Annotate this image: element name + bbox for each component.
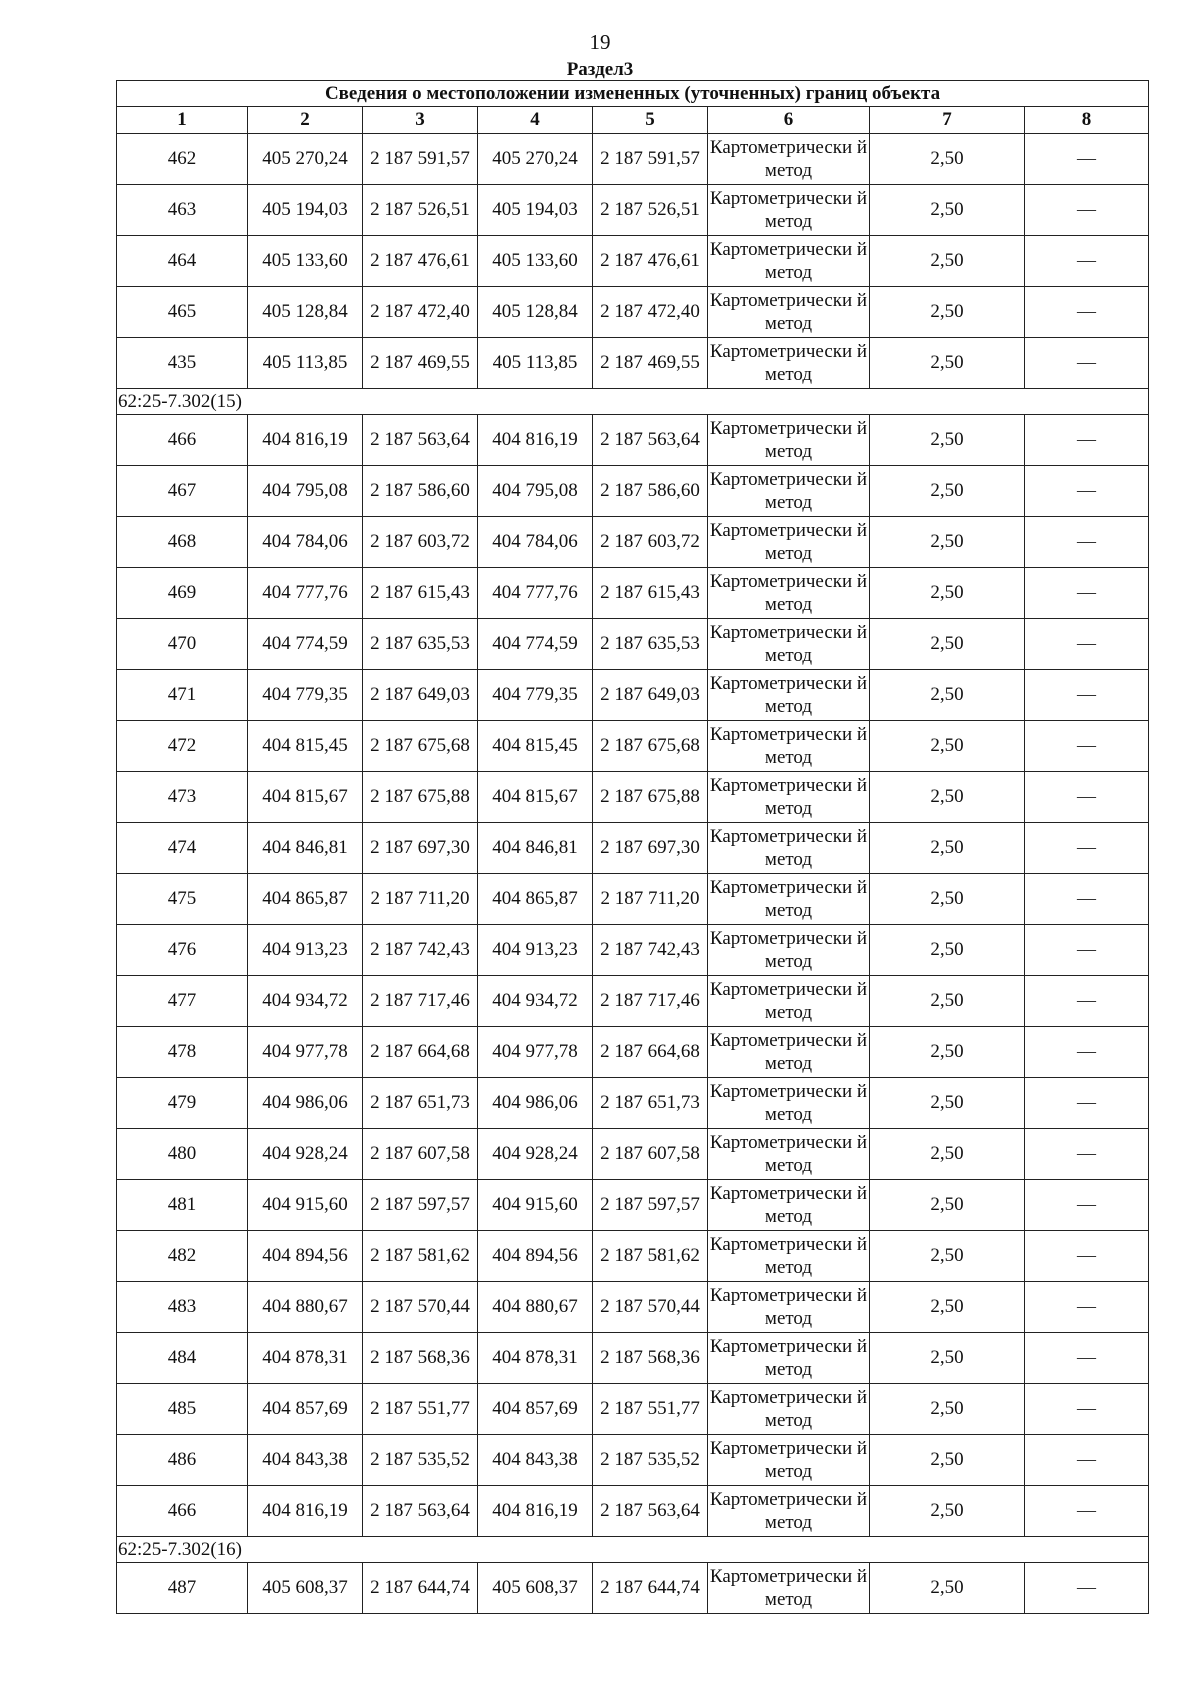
point-number-cell: 471 — [117, 670, 248, 721]
point-number-cell: 476 — [117, 925, 248, 976]
table-row — [117, 517, 1149, 568]
x-existing-cell: 405 608,37 — [248, 1563, 363, 1614]
x-existing-cell: 404 986,06 — [248, 1078, 363, 1129]
method-cell: Картометрически й метод — [708, 1129, 870, 1180]
accuracy-cell: 2,50 — [870, 1180, 1025, 1231]
y-existing-cell: 2 187 591,57 — [363, 134, 478, 185]
y-new-cell: 2 187 664,68 — [593, 1027, 708, 1078]
point-number-cell: 467 — [117, 466, 248, 517]
x-existing-cell: 404 816,19 — [248, 415, 363, 466]
accuracy-cell: 2,50 — [870, 1486, 1025, 1537]
y-existing-cell: 2 187 675,68 — [363, 721, 478, 772]
x-existing-cell: 404 934,72 — [248, 976, 363, 1027]
note-cell: — — [1025, 415, 1149, 466]
accuracy-cell: 2,50 — [870, 338, 1025, 389]
y-new-cell: 2 187 711,20 — [593, 874, 708, 925]
x-existing-cell: 404 846,81 — [248, 823, 363, 874]
point-number-cell: 481 — [117, 1180, 248, 1231]
note-cell: — — [1025, 1563, 1149, 1614]
method-cell: Картометрически й метод — [708, 1486, 870, 1537]
x-new-cell: 404 977,78 — [478, 1027, 593, 1078]
point-number-cell: 484 — [117, 1333, 248, 1384]
table-caption: Сведения о местоположении измененных (уточненных) границ объекта — [117, 81, 1149, 107]
note-cell: — — [1025, 823, 1149, 874]
y-existing-cell: 2 187 635,53 — [363, 619, 478, 670]
section-title: Раздел3 — [566, 59, 634, 80]
y-new-cell: 2 187 568,36 — [593, 1333, 708, 1384]
y-new-cell: 2 187 526,51 — [593, 185, 708, 236]
accuracy-cell: 2,50 — [870, 134, 1025, 185]
y-existing-cell: 2 187 615,43 — [363, 568, 478, 619]
y-existing-cell: 2 187 697,30 — [363, 823, 478, 874]
method-cell: Картометрически й метод — [708, 1282, 870, 1333]
x-existing-cell: 404 878,31 — [248, 1333, 363, 1384]
x-existing-cell: 404 774,59 — [248, 619, 363, 670]
x-existing-cell: 404 777,76 — [248, 568, 363, 619]
x-existing-cell: 405 128,84 — [248, 287, 363, 338]
note-cell: — — [1025, 185, 1149, 236]
accuracy-cell: 2,50 — [870, 670, 1025, 721]
x-existing-cell: 404 894,56 — [248, 1231, 363, 1282]
point-number-cell: 485 — [117, 1384, 248, 1435]
x-new-cell: 404 865,87 — [478, 874, 593, 925]
note-cell: — — [1025, 134, 1149, 185]
accuracy-cell: 2,50 — [870, 619, 1025, 670]
column-header-7: 7 — [870, 107, 1025, 134]
x-existing-cell: 404 815,45 — [248, 721, 363, 772]
y-new-cell: 2 187 591,57 — [593, 134, 708, 185]
accuracy-cell: 2,50 — [870, 517, 1025, 568]
method-cell: Картометрически й метод — [708, 1231, 870, 1282]
y-new-cell: 2 187 563,64 — [593, 1486, 708, 1537]
y-new-cell: 2 187 586,60 — [593, 466, 708, 517]
method-cell: Картометрически й метод — [708, 568, 870, 619]
point-number-cell: 462 — [117, 134, 248, 185]
y-new-cell: 2 187 603,72 — [593, 517, 708, 568]
accuracy-cell: 2,50 — [870, 1384, 1025, 1435]
note-cell: — — [1025, 925, 1149, 976]
accuracy-cell: 2,50 — [870, 1129, 1025, 1180]
y-new-cell: 2 187 469,55 — [593, 338, 708, 389]
accuracy-cell: 2,50 — [870, 1563, 1025, 1614]
x-new-cell: 404 846,81 — [478, 823, 593, 874]
note-cell: — — [1025, 619, 1149, 670]
accuracy-cell: 2,50 — [870, 1078, 1025, 1129]
point-number-cell: 464 — [117, 236, 248, 287]
y-existing-cell: 2 187 603,72 — [363, 517, 478, 568]
y-existing-cell: 2 187 644,74 — [363, 1563, 478, 1614]
y-new-cell: 2 187 675,88 — [593, 772, 708, 823]
note-cell: — — [1025, 1282, 1149, 1333]
x-existing-cell: 405 270,24 — [248, 134, 363, 185]
x-existing-cell: 404 843,38 — [248, 1435, 363, 1486]
table-row — [117, 976, 1149, 1027]
method-cell: Картометрически й метод — [708, 1180, 870, 1231]
y-new-cell: 2 187 581,62 — [593, 1231, 708, 1282]
x-new-cell: 405 270,24 — [478, 134, 593, 185]
table-row — [117, 772, 1149, 823]
point-number-cell: 475 — [117, 874, 248, 925]
table-row — [117, 287, 1149, 338]
accuracy-cell: 2,50 — [870, 1027, 1025, 1078]
y-new-cell: 2 187 675,68 — [593, 721, 708, 772]
accuracy-cell: 2,50 — [870, 721, 1025, 772]
x-new-cell: 404 795,08 — [478, 466, 593, 517]
point-number-cell: 468 — [117, 517, 248, 568]
x-new-cell: 405 133,60 — [478, 236, 593, 287]
contour-group-row — [117, 1537, 1149, 1563]
column-header-3: 3 — [363, 107, 478, 134]
method-cell: Картометрически й метод — [708, 1384, 870, 1435]
y-new-cell: 2 187 597,57 — [593, 1180, 708, 1231]
y-existing-cell: 2 187 607,58 — [363, 1129, 478, 1180]
x-new-cell: 404 843,38 — [478, 1435, 593, 1486]
column-header-5: 5 — [593, 107, 708, 134]
x-existing-cell: 404 795,08 — [248, 466, 363, 517]
method-cell: Картометрически й метод — [708, 1435, 870, 1486]
x-new-cell: 404 779,35 — [478, 670, 593, 721]
y-new-cell: 2 187 535,52 — [593, 1435, 708, 1486]
y-new-cell: 2 187 742,43 — [593, 925, 708, 976]
y-existing-cell: 2 187 649,03 — [363, 670, 478, 721]
table-row — [117, 134, 1149, 185]
table-row — [117, 1282, 1149, 1333]
table-row — [117, 1435, 1149, 1486]
table-row — [117, 236, 1149, 287]
method-cell: Картометрически й метод — [708, 1563, 870, 1614]
note-cell: — — [1025, 1333, 1149, 1384]
accuracy-cell: 2,50 — [870, 466, 1025, 517]
point-number-cell: 470 — [117, 619, 248, 670]
point-number-cell: 486 — [117, 1435, 248, 1486]
x-new-cell: 405 128,84 — [478, 287, 593, 338]
y-existing-cell: 2 187 581,62 — [363, 1231, 478, 1282]
accuracy-cell: 2,50 — [870, 568, 1025, 619]
point-number-cell: 483 — [117, 1282, 248, 1333]
method-cell: Картометрически й метод — [708, 670, 870, 721]
x-new-cell: 405 113,85 — [478, 338, 593, 389]
method-cell: Картометрически й метод — [708, 1027, 870, 1078]
contour-label: 62:25-7.302(15) — [117, 389, 1149, 415]
method-cell: Картометрически й метод — [708, 338, 870, 389]
note-cell: — — [1025, 1180, 1149, 1231]
y-existing-cell: 2 187 568,36 — [363, 1333, 478, 1384]
point-number-cell: 435 — [117, 338, 248, 389]
table-row — [117, 823, 1149, 874]
y-new-cell: 2 187 570,44 — [593, 1282, 708, 1333]
table-row — [117, 1486, 1149, 1537]
table-row — [117, 1231, 1149, 1282]
note-cell: — — [1025, 287, 1149, 338]
accuracy-cell: 2,50 — [870, 976, 1025, 1027]
column-header-2: 2 — [248, 107, 363, 134]
x-new-cell: 404 777,76 — [478, 568, 593, 619]
table-row — [117, 415, 1149, 466]
x-new-cell: 404 915,60 — [478, 1180, 593, 1231]
accuracy-cell: 2,50 — [870, 1231, 1025, 1282]
y-new-cell: 2 187 607,58 — [593, 1129, 708, 1180]
y-new-cell: 2 187 635,53 — [593, 619, 708, 670]
point-number-cell: 472 — [117, 721, 248, 772]
contour-label: 62:25-7.302(16) — [117, 1537, 1149, 1563]
point-number-cell: 479 — [117, 1078, 248, 1129]
point-number-cell: 463 — [117, 185, 248, 236]
table-row — [117, 670, 1149, 721]
method-cell: Картометрически й метод — [708, 721, 870, 772]
note-cell: — — [1025, 1078, 1149, 1129]
point-number-cell: 473 — [117, 772, 248, 823]
y-existing-cell: 2 187 711,20 — [363, 874, 478, 925]
table-row — [117, 1129, 1149, 1180]
method-cell: Картометрически й метод — [708, 415, 870, 466]
table-row — [117, 185, 1149, 236]
column-number-row — [117, 107, 1149, 134]
y-new-cell: 2 187 615,43 — [593, 568, 708, 619]
x-existing-cell: 404 816,19 — [248, 1486, 363, 1537]
y-existing-cell: 2 187 472,40 — [363, 287, 478, 338]
y-new-cell: 2 187 651,73 — [593, 1078, 708, 1129]
note-cell: — — [1025, 1486, 1149, 1537]
x-existing-cell: 404 928,24 — [248, 1129, 363, 1180]
x-existing-cell: 404 913,23 — [248, 925, 363, 976]
x-new-cell: 404 928,24 — [478, 1129, 593, 1180]
x-new-cell: 405 194,03 — [478, 185, 593, 236]
y-new-cell: 2 187 472,40 — [593, 287, 708, 338]
x-new-cell: 404 986,06 — [478, 1078, 593, 1129]
method-cell: Картометрически й метод — [708, 185, 870, 236]
table-row — [117, 925, 1149, 976]
x-new-cell: 404 815,67 — [478, 772, 593, 823]
note-cell: — — [1025, 721, 1149, 772]
table-row — [117, 338, 1149, 389]
accuracy-cell: 2,50 — [870, 415, 1025, 466]
x-existing-cell: 404 977,78 — [248, 1027, 363, 1078]
point-number-cell: 480 — [117, 1129, 248, 1180]
accuracy-cell: 2,50 — [870, 185, 1025, 236]
x-new-cell: 404 880,67 — [478, 1282, 593, 1333]
x-new-cell: 404 815,45 — [478, 721, 593, 772]
x-new-cell: 405 608,37 — [478, 1563, 593, 1614]
note-cell: — — [1025, 772, 1149, 823]
y-existing-cell: 2 187 551,77 — [363, 1384, 478, 1435]
table-row — [117, 874, 1149, 925]
point-number-cell: 477 — [117, 976, 248, 1027]
y-existing-cell: 2 187 570,44 — [363, 1282, 478, 1333]
boundary-coordinates-table — [116, 80, 1149, 1614]
accuracy-cell: 2,50 — [870, 823, 1025, 874]
table-row — [117, 1078, 1149, 1129]
note-cell: — — [1025, 1384, 1149, 1435]
x-new-cell: 404 774,59 — [478, 619, 593, 670]
y-existing-cell: 2 187 651,73 — [363, 1078, 478, 1129]
x-existing-cell: 404 779,35 — [248, 670, 363, 721]
method-cell: Картометрически й метод — [708, 772, 870, 823]
column-header-1: 1 — [117, 107, 248, 134]
point-number-cell: 474 — [117, 823, 248, 874]
point-number-cell: 466 — [117, 1486, 248, 1537]
method-cell: Картометрически й метод — [708, 874, 870, 925]
method-cell: Картометрически й метод — [708, 287, 870, 338]
point-number-cell: 482 — [117, 1231, 248, 1282]
table-row — [117, 466, 1149, 517]
table-row — [117, 1027, 1149, 1078]
method-cell: Картометрически й метод — [708, 925, 870, 976]
accuracy-cell: 2,50 — [870, 874, 1025, 925]
x-new-cell: 404 894,56 — [478, 1231, 593, 1282]
x-new-cell: 404 816,19 — [478, 1486, 593, 1537]
note-cell: — — [1025, 236, 1149, 287]
x-new-cell: 404 934,72 — [478, 976, 593, 1027]
method-cell: Картометрически й метод — [708, 1333, 870, 1384]
accuracy-cell: 2,50 — [870, 287, 1025, 338]
method-cell: Картометрически й метод — [708, 619, 870, 670]
note-cell: — — [1025, 1129, 1149, 1180]
method-cell: Картометрически й метод — [708, 517, 870, 568]
table-row — [117, 1180, 1149, 1231]
contour-group-row — [117, 389, 1149, 415]
y-existing-cell: 2 187 563,64 — [363, 1486, 478, 1537]
method-cell: Картометрически й метод — [708, 134, 870, 185]
y-new-cell: 2 187 476,61 — [593, 236, 708, 287]
accuracy-cell: 2,50 — [870, 925, 1025, 976]
column-header-4: 4 — [478, 107, 593, 134]
y-new-cell: 2 187 551,77 — [593, 1384, 708, 1435]
y-new-cell: 2 187 697,30 — [593, 823, 708, 874]
x-new-cell: 404 857,69 — [478, 1384, 593, 1435]
point-number-cell: 466 — [117, 415, 248, 466]
x-new-cell: 404 784,06 — [478, 517, 593, 568]
y-existing-cell: 2 187 717,46 — [363, 976, 478, 1027]
table-row — [117, 721, 1149, 772]
x-existing-cell: 404 857,69 — [248, 1384, 363, 1435]
x-existing-cell: 405 194,03 — [248, 185, 363, 236]
point-number-cell: 465 — [117, 287, 248, 338]
accuracy-cell: 2,50 — [870, 772, 1025, 823]
y-existing-cell: 2 187 476,61 — [363, 236, 478, 287]
x-existing-cell: 404 880,67 — [248, 1282, 363, 1333]
accuracy-cell: 2,50 — [870, 1435, 1025, 1486]
table-row — [117, 1384, 1149, 1435]
column-header-8: 8 — [1025, 107, 1149, 134]
x-existing-cell: 404 915,60 — [248, 1180, 363, 1231]
note-cell: — — [1025, 874, 1149, 925]
note-cell: — — [1025, 338, 1149, 389]
x-existing-cell: 404 784,06 — [248, 517, 363, 568]
note-cell: — — [1025, 517, 1149, 568]
table-row — [117, 568, 1149, 619]
y-existing-cell: 2 187 664,68 — [363, 1027, 478, 1078]
y-existing-cell: 2 187 586,60 — [363, 466, 478, 517]
y-existing-cell: 2 187 597,57 — [363, 1180, 478, 1231]
method-cell: Картометрически й метод — [708, 823, 870, 874]
accuracy-cell: 2,50 — [870, 1282, 1025, 1333]
accuracy-cell: 2,50 — [870, 1333, 1025, 1384]
point-number-cell: 469 — [117, 568, 248, 619]
x-existing-cell: 404 865,87 — [248, 874, 363, 925]
y-existing-cell: 2 187 526,51 — [363, 185, 478, 236]
note-cell: — — [1025, 1435, 1149, 1486]
point-number-cell: 478 — [117, 1027, 248, 1078]
method-cell: Картометрически й метод — [708, 236, 870, 287]
table-row — [117, 619, 1149, 670]
table-row — [117, 1333, 1149, 1384]
note-cell: — — [1025, 466, 1149, 517]
x-existing-cell: 404 815,67 — [248, 772, 363, 823]
y-new-cell: 2 187 717,46 — [593, 976, 708, 1027]
x-existing-cell: 405 113,85 — [248, 338, 363, 389]
page-number: 19 — [589, 30, 611, 54]
note-cell: — — [1025, 670, 1149, 721]
column-header-6: 6 — [708, 107, 870, 134]
x-new-cell: 404 816,19 — [478, 415, 593, 466]
y-existing-cell: 2 187 742,43 — [363, 925, 478, 976]
accuracy-cell: 2,50 — [870, 236, 1025, 287]
y-new-cell: 2 187 563,64 — [593, 415, 708, 466]
y-new-cell: 2 187 644,74 — [593, 1563, 708, 1614]
y-existing-cell: 2 187 469,55 — [363, 338, 478, 389]
y-existing-cell: 2 187 535,52 — [363, 1435, 478, 1486]
y-new-cell: 2 187 649,03 — [593, 670, 708, 721]
method-cell: Картометрически й метод — [708, 1078, 870, 1129]
note-cell: — — [1025, 1231, 1149, 1282]
note-cell: — — [1025, 1027, 1149, 1078]
note-cell: — — [1025, 568, 1149, 619]
x-new-cell: 404 913,23 — [478, 925, 593, 976]
table-row — [117, 1563, 1149, 1614]
y-existing-cell: 2 187 675,88 — [363, 772, 478, 823]
point-number-cell: 487 — [117, 1563, 248, 1614]
method-cell: Картометрически й метод — [708, 976, 870, 1027]
note-cell: — — [1025, 976, 1149, 1027]
y-existing-cell: 2 187 563,64 — [363, 415, 478, 466]
x-new-cell: 404 878,31 — [478, 1333, 593, 1384]
x-existing-cell: 405 133,60 — [248, 236, 363, 287]
method-cell: Картометрически й метод — [708, 466, 870, 517]
